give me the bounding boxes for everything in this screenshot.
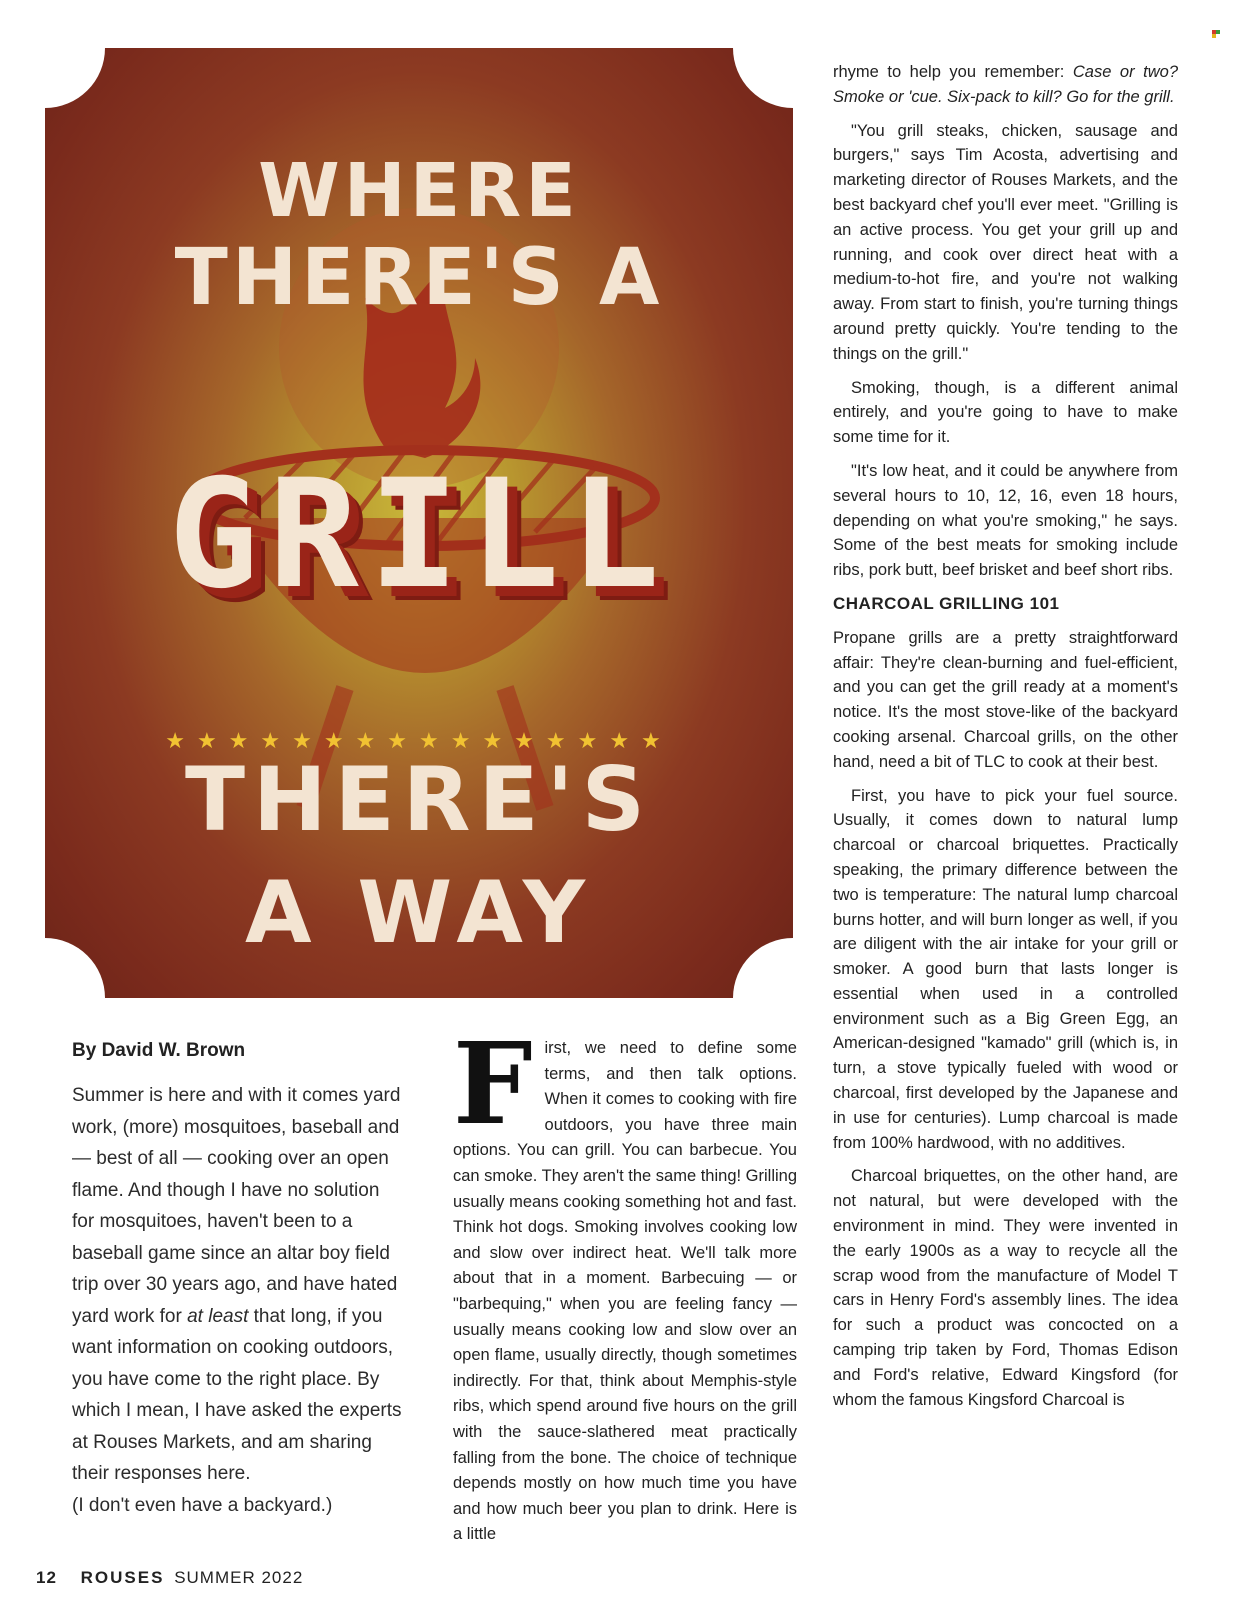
- paragraph: "You grill steaks, chicken, sausage and burgers," says Tim Acosta, advertising and marketing director of Rouses Markets, and the best backyard chef you'll ever meet. "Grilling is an active process. You get your grill up and running, and cook over direct heat with a medium-to-hot fire, and you're not walking away. From start to finish, you're turning things around pretty quickly. You're tending to the things on the grill.": [833, 121, 1178, 363]
- byline: By David W. Brown: [72, 1040, 246, 1061]
- body-text: irst, we need to define some terms, and then talk options. When it comes to cooking with fire outdoors, you have three main options. You can grill. You can barbecue. You can smoke. They aren't the same thing! Grilling usually means cooking something hot and fast. Think hot dogs. Smoking involves cooking low and slow over indirect heat. We'll talk more about that in a moment. Barbecuing — or "barbequing," when you are feeling fancy — usually means cooking low and slow over an open flame, usually directly, though sometimes indirectly. For that, think about Memphis-style ribs, which spend around five hours on the grill with the sauce-slathered meat practically falling from the bone. The choice of technique depends mostly on how much time you have and how much beer you plan to drink. Here is a little: [453, 1039, 798, 1544]
- brand-name: ROUSES: [80, 1568, 165, 1587]
- paragraph: "It's low heat, and it could be anywhere from several hours to 10, 12, 16, even 18 hours, depending on what you're smoking," he says. Some of the best meats for smoking include ribs, pork butt, beef brisket and beef short ribs.: [833, 461, 1178, 580]
- paragraph: rhyme to help you remember: Case or two? Smoke or 'cue. Six-pack to kill? Go for the grill.: [833, 63, 1178, 106]
- hero-illustration: [45, 48, 793, 998]
- hero-line-1: WHERE: [258, 148, 580, 234]
- hero-line-3: GRILL: [168, 448, 670, 622]
- hero-line-2: THERE'S A: [174, 233, 664, 323]
- page-number: 12: [36, 1568, 57, 1587]
- issue-label: SUMMER 2022: [174, 1568, 304, 1587]
- page-footer: [36, 1568, 303, 1588]
- drop-cap: F: [453, 1019, 533, 1150]
- hero-line-5: A WAY: [244, 863, 594, 963]
- paragraph: Smoking, though, is a different animal entirely, and you're going to have to make some time for it.: [833, 378, 1178, 447]
- hero-line-4: THERE'S: [185, 748, 653, 851]
- column-2: [453, 1019, 798, 1548]
- paragraph: Propane grills are a pretty straightforward affair: They're clean-burning and fuel-efficient, and you can get the grill ready at a moment's notice. It's the most stove-like of the backyard cooking arsenal. Charcoal grills, on the other hand, need a bit of TLC to cook at their best.: [833, 628, 1178, 771]
- column-3: [833, 60, 1178, 1421]
- color-mark-icon: [1212, 30, 1220, 38]
- paragraph: Charcoal briquettes, on the other hand, are not natural, but were developed with the environment in mind. They were invented in the early 1900s as a way to recycle all the scrap wood from the manufacture of Model T cars in Henry Ford's assembly lines. The idea for such a product was concocted on a camping trip taken by Ford, Thomas Edison and Ford's relative, Edward Kingsford (for whom the famous Kingsford Charcoal is: [833, 1167, 1178, 1409]
- section-heading: CHARCOAL GRILLING 101: [833, 593, 1060, 613]
- star-divider: ★★★★★★★★★★★★★★★★: [165, 728, 673, 753]
- paragraph: First, you have to pick your fuel source. Usually, it comes down to natural lump charcoal or charcoal briquettes. Practically speaking, the primary difference between the two is temperature: The natural lump charcoal burns hotter, and will burn longer as well, if you are diligent with the air intake for your grill or smoker. A good burn that lasts longer is essential when used in a controlled environment such as a Big Green Egg, an American-designed "kamado" grill (which is, in turn, a stove typically fueled with wood or charcoal, first developed by the Japanese and in use for centuries). Lump charcoal is made from 100% hardwood, with no additives.: [833, 786, 1178, 1152]
- intro-text: Summer is here and with it comes yard work, (more) mosquitoes, baseball and — best of all — cooking over an open flame. And though I have no solution for mosquitoes, haven't been to a baseball game since an altar boy field trip over 30 years ago, and have hated yard work for at least that long, if you want information on cooking outdoors, you have come to the right place. By which I mean, I have asked the experts at Rouses Markets, and am sharing their responses here. (I don't even have a backyard.): [72, 1085, 402, 1516]
